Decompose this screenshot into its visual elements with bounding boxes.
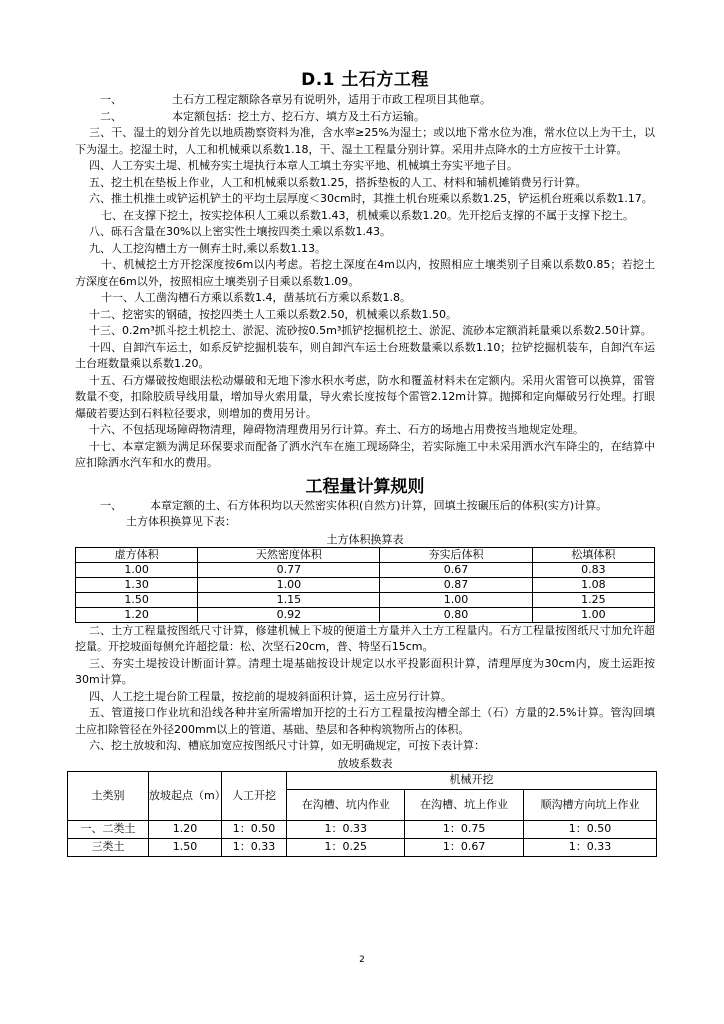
section-title: 工程量计算规则 bbox=[305, 476, 425, 497]
paragraph: 四、人工夯实土堤、机械夯实土堤执行本章人工填土夯实平地、机械填土夯实平地子目。 bbox=[89, 159, 518, 172]
table-cell: 1：0.25 bbox=[287, 838, 405, 856]
paragraph: 九、人工挖沟槽土方一侧弃土时,乘以系数1.13。 bbox=[89, 241, 326, 255]
column-header: 机械开挖 bbox=[287, 771, 657, 789]
table-caption: 放坡系数表 bbox=[337, 756, 393, 770]
table-cell: 1.20 bbox=[149, 820, 222, 838]
table-cell: 1：0.67 bbox=[405, 838, 523, 856]
table-cell: 一、二类土 bbox=[68, 820, 149, 838]
column-header: 虚方体积 bbox=[76, 547, 198, 562]
paragraph: 十二、挖密实的钢碴，按挖四类土人工乘以系数2.50，机械乘以系数1.50。 bbox=[89, 307, 457, 321]
paragraph: 十六、不包括现场障碍物清理，障碍物清理费用另行计算。弃土、石方的场地占用费按当地规定处理。 bbox=[89, 423, 584, 436]
table-cell: 1.08 bbox=[532, 577, 654, 592]
paragraph: 三、干、湿土的划分首先以地质勘察资料为准，含水率≥25%为湿土；或以地下常水位为准，常水位以上为干土，以下为湿土。挖湿土时，人工和机械乘以系数1.18，干、湿土工程量分别计算。采用井点降水的土方应按干土计算。 bbox=[75, 126, 655, 156]
table-cell: 0.80 bbox=[380, 607, 532, 622]
table-cell: 1：0.75 bbox=[405, 820, 523, 838]
paragraph: 土方体积换算见下表： bbox=[126, 515, 236, 528]
table-row bbox=[68, 838, 657, 856]
table-cell: 1.00 bbox=[532, 607, 654, 622]
table-cell: 1.20 bbox=[76, 607, 198, 622]
item-text: 土石方工程定额除各章另有说明外，适用于市政工程项目其他章。 bbox=[172, 93, 491, 106]
paragraph: 十四、自卸汽车运土，如系反铲挖掘机装车，则自卸汽车运土台班数量乘以系数1.10；拉铲挖掘机装车，自卸汽车运土台班数量乘以系数1.20。 bbox=[75, 340, 655, 370]
paragraph: 八、砾石含量在30%以上密实性土壤按四类土乘以系数1.43。 bbox=[89, 225, 391, 238]
table-cell: 1：0.33 bbox=[523, 838, 656, 856]
item-text: 本定额包括：挖土方、挖石方、填方及土石方运输。 bbox=[172, 109, 425, 123]
table-cell: 1.15 bbox=[198, 592, 380, 607]
paragraph: 二、土方工程量按图纸尺寸计算，修建机械上下坡的便道土方量并入土方工程量内。石方工程量按图纸尺寸加允许超挖量。开挖坡面每侧允许超挖量：松、次坚石20cm，普、特坚石15cm。 bbox=[75, 623, 655, 653]
table-cell: 1：0.50 bbox=[523, 820, 656, 838]
paragraph: 七、在支撑下挖土，按实挖体积人工乘以系数1.43，机械乘以系数1.20。先开挖后支撑的不属于支撑下挖土。 bbox=[101, 208, 634, 222]
volume-conversion-table bbox=[75, 547, 655, 623]
column-header: 放坡起点（m） bbox=[149, 771, 222, 820]
table-cell: 1.00 bbox=[198, 577, 380, 592]
table-cell: 1.50 bbox=[76, 592, 198, 607]
item-number: 一、 bbox=[100, 93, 122, 106]
table-row bbox=[76, 577, 655, 592]
table-cell: 0.87 bbox=[380, 577, 532, 592]
column-header: 天然密度体积 bbox=[198, 547, 380, 562]
table-row bbox=[76, 592, 655, 607]
paragraph: 十一、人工凿沟槽石方乘以系数1.4，凿基坑石方乘以系数1.8。 bbox=[101, 291, 411, 304]
paragraph: 六、推土机推土或铲运机铲土的平均土层厚度＜30cm时，其推土机台班乘以系数1.25，铲运机台班乘以系数1.17。 bbox=[89, 192, 653, 205]
paragraph: 十、机械挖土方开挖深度按6m以内考虑。若挖土深度在4m以内，按照相应土壤类别子目乘以系数0.85；若挖土方深度在6m以外，按照相应土壤类别子目乘以系数1.09。 bbox=[75, 258, 655, 288]
table-cell: 0.77 bbox=[198, 562, 380, 577]
paragraph: 六、挖土放坡和沟、槽底加宽应按图纸尺寸计算，如无明确规定，可按下表计算： bbox=[89, 739, 485, 752]
table-cell: 1：0.50 bbox=[222, 820, 287, 838]
table-cell: 1：0.33 bbox=[222, 838, 287, 856]
table-header-row bbox=[68, 771, 657, 789]
slope-coefficient-table bbox=[67, 771, 657, 857]
paragraph: 五、挖土机在垫板上作业，人工和机械乘以系数1.25，搭拆垫板的人工、材料和辅机摊销费另行计算。 bbox=[89, 175, 587, 189]
paragraph bbox=[75, 109, 655, 126]
table-cell: 1.30 bbox=[76, 577, 198, 592]
table-row bbox=[76, 607, 655, 622]
column-header: 在沟槽、坑上作业 bbox=[405, 789, 523, 820]
paragraph: 四、人工挖土堤台阶工程量，按挖前的堤坡斜面积计算，运土应另行计算。 bbox=[89, 689, 452, 703]
paragraph bbox=[75, 498, 655, 515]
item-number: 一、 bbox=[100, 498, 122, 512]
table-row bbox=[68, 820, 657, 838]
column-header: 人工开挖 bbox=[222, 771, 287, 820]
table-header-row bbox=[76, 547, 655, 562]
column-header: 在沟槽、坑内作业 bbox=[287, 789, 405, 820]
table-row bbox=[76, 562, 655, 577]
column-header: 夯实后体积 bbox=[380, 547, 532, 562]
column-header: 土类别 bbox=[68, 771, 149, 820]
paragraph: 十七、本章定额为满足环保要求而配备了洒水汽车在施工现场降尘，若实际施工中未采用洒水汽车降尘的，在结算中应扣除洒水汽车和水的费用。 bbox=[75, 439, 655, 469]
column-header: 松填体积 bbox=[532, 547, 654, 562]
table-caption: 土方体积换算表 bbox=[326, 532, 404, 546]
paragraph: 三、夯实土堤按设计断面计算。清理土堤基础按设计规定以水平投影面积计算，清理厚度为30cm内，废土运距按30m计算。 bbox=[75, 656, 655, 686]
column-header: 顺沟槽方向坑上作业 bbox=[523, 789, 656, 820]
table-cell: 1.50 bbox=[149, 838, 222, 856]
page-title: D.1 土石方工程 bbox=[301, 70, 429, 90]
item-text: 本章定额的土、石方体积均以天然密实体积(自然方)计算，回填土按碾压后的体积(实方)计算。 bbox=[150, 498, 608, 512]
document-page bbox=[75, 68, 655, 857]
item-number: 二、 bbox=[100, 109, 122, 123]
table-cell: 1.00 bbox=[76, 562, 198, 577]
paragraph bbox=[75, 92, 655, 109]
table-cell: 1.25 bbox=[532, 592, 654, 607]
paragraph: 十五、石方爆破按炮眼法松动爆破和无地下渗水积水考虑，防水和覆盖材料未在定额内。采用火雷管可以换算，雷管数量不变，扣除胶质导线用量，增加导火索用量，导火索长度按每个雷管2.12m计算。抛掷和定向爆破另行处理。打眼爆破若要达到石料粒径要求，则增加的费用另计。 bbox=[75, 373, 655, 420]
table-cell: 三类土 bbox=[68, 838, 149, 856]
table-cell: 0.83 bbox=[532, 562, 654, 577]
page-number: 2 bbox=[359, 955, 365, 965]
table-cell: 1.00 bbox=[380, 592, 532, 607]
table-cell: 0.92 bbox=[198, 607, 380, 622]
paragraph: 五、管道接口作业坑和沿线各种井室所需增加开挖的土石方工程量按沟槽全部土（石）方量的2.5%计算。管沟回填土应扣除管径在外径200mm以上的管道、基础、垫层和各种构筑物所占的体积。 bbox=[75, 706, 655, 736]
paragraph: 十三、0.2m³抓斗挖土机挖土、淤泥、流砂按0.5m³抓铲挖掘机挖土、淤泥、流砂本定额消耗量乘以系数2.50计算。 bbox=[89, 324, 652, 337]
table-cell: 1：0.33 bbox=[287, 820, 405, 838]
table-cell: 0.67 bbox=[380, 562, 532, 577]
